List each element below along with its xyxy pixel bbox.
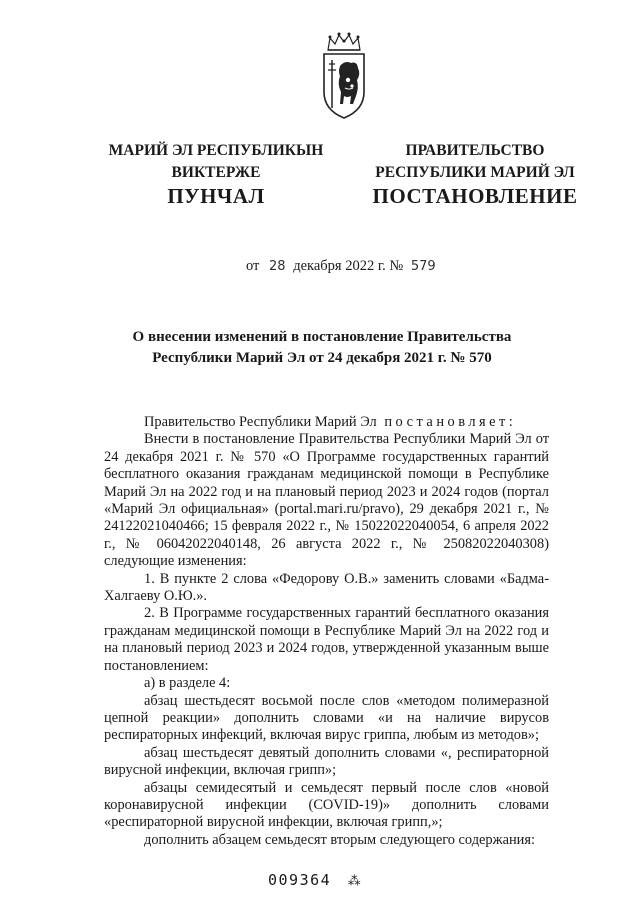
header-left-line2: ВИКТЕРЖЕ	[171, 164, 261, 181]
paragraph-abzac-69: абзац шестьдесят девятый дополнить словами «, респираторной вирусной инфекции, включая грипп»;	[104, 744, 549, 779]
date-prefix: от	[246, 258, 260, 274]
document-body	[104, 414, 549, 849]
decree-subject: Правительство Республики Марий Эл	[144, 414, 377, 430]
header-right-line2: РЕСПУБЛИКИ МАРИЙ ЭЛ	[375, 164, 575, 181]
document-title	[96, 327, 548, 369]
header-left	[96, 140, 336, 184]
header-right	[355, 140, 595, 184]
coat-of-arms-icon	[318, 30, 370, 122]
paragraph-item-2: 2. В Программе государственных гарантий бесплатного оказания гражданам медицинской помощи в Республике Марий Эл на 2022 год и на плановый период 2023 и 2024 годов, утвержденной указанным выше постановлением:	[104, 605, 549, 674]
header-right-doc-type: ПОСТАНОВЛЕНИЕ	[372, 184, 578, 208]
coat-of-arms	[318, 30, 370, 122]
serial-number-text: 009364	[268, 871, 332, 889]
header-left-line1: МАРИЙ ЭЛ РЕСПУБЛИКЫН	[108, 142, 324, 159]
doc-number: 579	[410, 259, 436, 274]
header-left-doc-type: ПУНЧАЛ	[167, 184, 265, 208]
decree-verb: постановляет:	[384, 414, 517, 430]
paragraph-abzac-70-71: абзацы семидесятый и семьдесят первый после слов «новой коронавирусной инфекции (COVID-19)» дополнить словами «респираторной вирусной инфекции, включая грипп,»;	[104, 779, 549, 831]
header-right-line1: ПРАВИТЕЛЬСТВО	[405, 142, 545, 159]
serial-number	[268, 871, 362, 889]
paragraph-abzac-72: дополнить абзацем семьдесят вторым следующего содержания:	[144, 831, 535, 848]
paragraph-main: Внести в постановление Правительства Республики Марий Эл от 24 декабря 2021 г. № 570 «О Программе государственных гарантий бесплатного оказания гражданам медицинской помощи в Республике Марий Эл на 2022 год и на плановый период 2023 и 2024 годов (портал «Марий Эл официальная» (portal.mari.ru/pravo), 29 декабря 2021 г., № 24122021040466; 15 февраля 2022 г., № 15022022040054, 6 апреля 2022 г., № 06042022040148, 26 августа 2022 г., № 25082022040308) следующие изменения:	[104, 431, 549, 570]
paragraph-item-1: 1. В пункте 2 слова «Федорову О.В.» заменить словами «Бадма-Халгаеву О.Ю.».	[104, 570, 549, 605]
paragraph-subitem-a: а) в разделе 4:	[144, 675, 231, 692]
date-month-year: декабря 2022 г. №	[293, 258, 404, 274]
title-line2: Республики Марий Эл от 24 декабря 2021 г. № 570	[152, 350, 492, 366]
paragraph-decree	[104, 414, 549, 431]
date-day: 28	[269, 259, 286, 274]
paragraph-abzac-68: абзац шестьдесят восьмой после слов «методом полимеразной цепной реакции» дополнить словами «и на наличие вирусов респираторных инфекций, включая вирус гриппа, любым из методов»;	[104, 692, 549, 744]
title-line1: О внесении изменений в постановление Правительства	[132, 329, 512, 345]
date-line	[246, 258, 436, 275]
ornament-icon: ⁂	[347, 874, 363, 889]
